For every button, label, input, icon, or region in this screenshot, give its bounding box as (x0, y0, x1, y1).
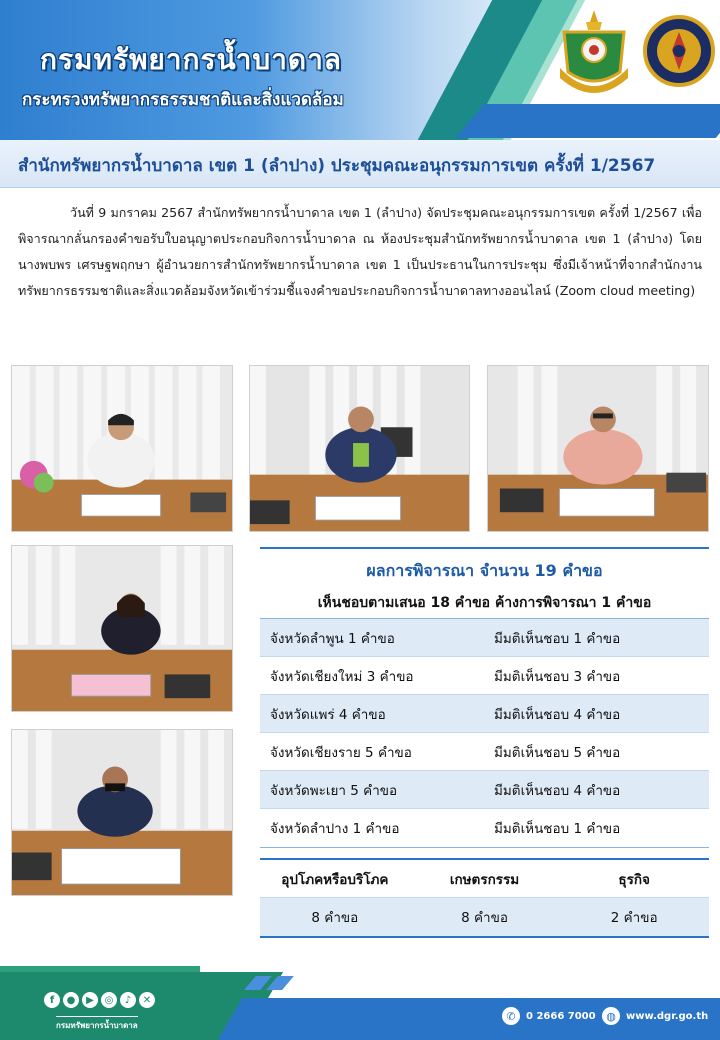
province-name: จังหวัดพะเยา 5 คำขอ (270, 782, 398, 799)
province-approved: มีมติเห็นชอบ 5 คำขอ (494, 744, 621, 761)
tiktok-icon[interactable]: ♪ (120, 992, 136, 1008)
summary-header-row (260, 860, 709, 898)
website-url: www.dgr.go.th (626, 1010, 709, 1022)
table-row (260, 657, 709, 695)
table-row (260, 733, 709, 771)
results-subtitle: เห็นชอบตามเสนอ 18 คำขอ ค้างการพิจารณา 1 คำขอ (317, 595, 652, 611)
ministry-name: กระทรวงทรัพยากรธรรมชาติและสิ่งแวดล้อม (22, 90, 344, 110)
province-approved: มีมติเห็นชอบ 1 คำขอ (494, 630, 621, 647)
province-table (260, 618, 709, 848)
results-header (260, 547, 709, 614)
table-row (260, 809, 709, 847)
meeting-photo-2 (249, 365, 470, 532)
meeting-photo-4 (11, 545, 233, 712)
org-name: กรมทรัพยากรน้ำบาดาล (40, 43, 342, 76)
youtube-icon[interactable]: ▶ (82, 992, 98, 1008)
province-approved: มีมติเห็นชอบ 3 คำขอ (494, 668, 621, 685)
phone-icon: ✆ (502, 1007, 520, 1025)
province-name: จังหวัดเชียงราย 5 คำขอ (270, 744, 412, 761)
body-paragraph: วันที่ 9 มกราคม 2567 สำนักทรัพยากรน้ำบาดาล เขต 1 (ลำปาง) จัดประชุมคณะอนุกรรมการเขต ครั้งที่ 1/2567 เพื่อพิจารณากลั่นกรองคำขอรับใบอนุญาตประกอบกิจการน้ำบาดาล ณ ห้องประชุมสำนักทรัพยากรน้ำบาดาล เขต 1 (ลำปาง) โดย นางพบพร เศรษฐพฤกษา ผู้อำนวยการสำนักทรัพยากรน้ำบาดาล เขต 1 เป็นประธานในการประชุม ซึ่งมีเจ้าหน้าที่จากสำนักงานทรัพยากรธรรมชาติและสิ่งแวดล้อมจังหวัดเข้าร่วมชี้แจงคำขอประกอบกิจการน้ำบาดาลทางออนไลน์ (Zoom cloud meeting) (18, 205, 702, 298)
summary-value-agriculture: 8 คำขอ (461, 910, 508, 926)
phone-contact[interactable] (502, 1007, 596, 1025)
province-name: จังหวัดลำพูน 1 คำขอ (270, 630, 395, 647)
page-footer (0, 966, 720, 1040)
table-row (260, 771, 709, 809)
summary-table (260, 858, 709, 938)
line-icon[interactable]: ● (63, 992, 79, 1008)
summary-value-business: 2 คำขอ (610, 910, 658, 926)
summary-header-business: ธุรกิจ (618, 871, 650, 888)
table-row (260, 619, 709, 657)
meeting-photo-1 (11, 365, 233, 532)
province-name: จังหวัดแพร่ 4 คำขอ (270, 706, 386, 723)
instagram-icon[interactable]: ◎ (101, 992, 117, 1008)
title-bar (0, 140, 720, 188)
page-title: สำนักทรัพยากรน้ำบาดาล เขต 1 (ลำปาง) ประชุมคณะอนุกรรมการเขต ครั้งที่ 1/2567 (18, 156, 656, 176)
globe-icon: ◍ (602, 1007, 620, 1025)
phone-number: 0 2666 7000 (526, 1010, 596, 1022)
footer-org-name: กรมทรัพยากรน้ำบาดาล (56, 1016, 138, 1032)
page-header (0, 0, 720, 140)
province-approved: มีมติเห็นชอบ 4 คำขอ (494, 782, 621, 799)
results-title: ผลการพิจารณา จำนวน 19 คำขอ (366, 561, 603, 580)
province-approved: มีมติเห็นชอบ 1 คำขอ (494, 821, 621, 837)
x-icon[interactable]: ✕ (139, 992, 155, 1008)
facebook-icon[interactable]: f (44, 992, 60, 1008)
summary-header-consumption: อุปโภคหรือบริโภค (281, 871, 389, 888)
social-icons (44, 992, 155, 1008)
ministry-emblem-icon (556, 8, 632, 96)
header-blue-band (456, 104, 720, 138)
dgr-emblem-icon (642, 10, 716, 92)
summary-header-agriculture: เกษตรกรรม (449, 871, 520, 888)
meeting-photo-5 (11, 729, 233, 896)
meeting-photo-3 (487, 365, 709, 532)
summary-value-consumption: 8 คำขอ (311, 910, 359, 926)
summary-values-row (260, 898, 709, 936)
province-name: จังหวัดลำปาง 1 คำขอ (270, 821, 400, 837)
website-contact[interactable] (602, 1007, 708, 1025)
province-approved: มีมติเห็นชอบ 4 คำขอ (494, 706, 621, 723)
province-name: จังหวัดเชียงใหม่ 3 คำขอ (270, 668, 414, 685)
table-row (260, 695, 709, 733)
